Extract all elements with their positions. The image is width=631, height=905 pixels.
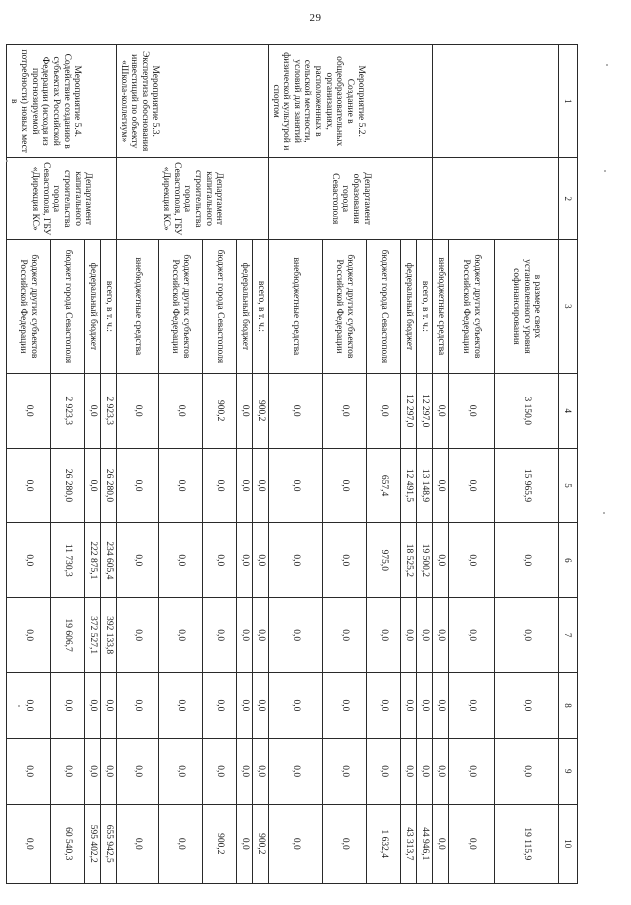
year-value-cell: 0,0 [203,738,237,804]
year-value-cell: 0,0 [417,738,433,804]
year-value-cell: 0,0 [433,523,449,598]
year-value-cell: 0,0 [237,738,253,804]
column-number: 5 [559,448,578,523]
scan-speck [604,170,606,172]
funding-source-cell: бюджет города Севастополя [51,240,85,374]
total-value-cell: 0,0 [269,804,323,883]
year-value-cell: 0,0 [85,448,101,523]
measure-cell [433,45,559,158]
year-value-cell: 0,0 [417,673,433,739]
measure-cell: Мероприятие 5.4. Содействие созданию в субъектах Российской Федерации (исходя из прогнозируемой потребности) новых мест в [7,45,117,158]
table-body [7,45,578,884]
year-value-cell: 0,0 [253,523,269,598]
scan-speck [603,512,605,514]
year-value-cell: 0,0 [495,673,559,739]
year-value-cell: 0,0 [449,598,495,673]
rotated-table-container [8,44,578,884]
year-value-cell: 0,0 [253,673,269,739]
year-value-cell: 0,0 [117,373,159,448]
year-value-cell: 0,0 [417,598,433,673]
year-value-cell: 0,0 [433,738,449,804]
year-value-cell: 0,0 [7,373,51,448]
year-value-cell: 0,0 [269,673,323,739]
year-value-cell: 0,0 [401,598,417,673]
column-number: 4 [559,373,578,448]
year-value-cell: 26 280,0 [101,448,117,523]
year-value-cell: 0,0 [253,738,269,804]
year-value-cell: 0,0 [433,448,449,523]
year-value-cell: 0,0 [159,523,203,598]
year-value-cell: 0,0 [323,673,367,739]
year-value-cell: 0,0 [7,448,51,523]
year-value-cell: 0,0 [269,598,323,673]
year-value-cell: 3 150,0 [495,373,559,448]
funding-source-cell: федеральный бюджет [237,240,253,374]
year-value-cell: 0,0 [449,373,495,448]
total-value-cell: 0,0 [159,804,203,883]
total-value-cell: 900,2 [203,804,237,883]
year-value-cell: 0,0 [51,738,85,804]
year-value-cell: 900,2 [253,373,269,448]
year-value-cell: 0,0 [203,673,237,739]
year-value-cell: 0,0 [159,598,203,673]
year-value-cell: 26 280,0 [51,448,85,523]
funding-source-cell: федеральный бюджет [401,240,417,374]
year-value-cell: 0,0 [159,738,203,804]
year-value-cell: 0,0 [323,598,367,673]
year-value-cell: 234 605,4 [101,523,117,598]
year-value-cell: 0,0 [367,598,401,673]
year-value-cell: 2 923,3 [51,373,85,448]
total-value-cell: 0,0 [117,804,159,883]
table-row [253,45,269,884]
year-value-cell: 11 730,3 [51,523,85,598]
funding-source-cell: всего, в т. ч.: [417,240,433,374]
year-value-cell: 0,0 [269,738,323,804]
year-value-cell: 12 297,0 [401,373,417,448]
total-value-cell: 19 115,9 [495,804,559,883]
year-value-cell: 2 923,3 [101,373,117,448]
year-value-cell: 0,0 [269,448,323,523]
year-value-cell: 0,0 [495,523,559,598]
year-value-cell: 0,0 [367,673,401,739]
column-number-row [559,45,578,884]
year-value-cell: 975,0 [367,523,401,598]
year-value-cell: 0,0 [449,673,495,739]
page-number: 29 [309,12,322,24]
year-value-cell: 12 491,5 [401,448,417,523]
column-number: 3 [559,240,578,374]
year-value-cell: 15 965,9 [495,448,559,523]
year-value-cell: 0,0 [203,448,237,523]
funding-source-cell: внебюджетные средства [433,240,449,374]
year-value-cell: 0,0 [401,738,417,804]
year-value-cell: 0,0 [269,523,323,598]
funding-source-cell: бюджет других субъектов Российской Федерации [449,240,495,374]
responsible-cell [433,158,559,240]
funding-source-cell: в размере сверх установленного уровня софинансирования [495,240,559,374]
column-number: 7 [559,598,578,673]
total-value-cell: 43 313,7 [401,804,417,883]
year-value-cell: 0,0 [159,673,203,739]
year-value-cell: 0,0 [323,738,367,804]
year-value-cell: 0,0 [117,523,159,598]
year-value-cell: 392 133,8 [101,598,117,673]
funding-source-cell: всего, в т. ч.: [253,240,269,374]
year-value-cell: 19 606,7 [51,598,85,673]
year-value-cell: 18 525,2 [401,523,417,598]
funding-source-cell: бюджет других субъектов Российской Федерации [323,240,367,374]
budget-table [6,44,578,884]
total-value-cell: 1 632,4 [367,804,401,883]
year-value-cell: 900,2 [203,373,237,448]
year-value-cell: 0,0 [433,373,449,448]
year-value-cell: 0,0 [117,598,159,673]
year-value-cell: 12 297,0 [417,373,433,448]
total-value-cell: 595 402,2 [85,804,101,883]
total-value-cell: 655 942,5 [101,804,117,883]
year-value-cell: 0,0 [449,523,495,598]
year-value-cell: 0,0 [433,673,449,739]
year-value-cell: 0,0 [253,448,269,523]
year-value-cell: 13 148,9 [417,448,433,523]
year-value-cell: 0,0 [449,738,495,804]
year-value-cell: 0,0 [433,598,449,673]
year-value-cell: 0,0 [237,598,253,673]
year-value-cell: 657,4 [367,448,401,523]
year-value-cell: 0,0 [7,523,51,598]
year-value-cell: 0,0 [323,448,367,523]
year-value-cell: 0,0 [401,673,417,739]
total-value-cell: 44 946,1 [417,804,433,883]
table-row [495,45,559,884]
table-row [417,45,433,884]
column-number: 9 [559,738,578,804]
year-value-cell: 0,0 [323,523,367,598]
year-value-cell: 0,0 [159,373,203,448]
funding-source-cell: бюджет города Севастополя [203,240,237,374]
year-value-cell: 222 875,1 [85,523,101,598]
funding-source-cell: бюджет других субъектов Российской Федерации [7,240,51,374]
total-value-cell: 60 540,3 [51,804,85,883]
year-value-cell: 0,0 [323,373,367,448]
year-value-cell: 0,0 [51,673,85,739]
funding-source-cell: бюджет других субъектов Российской Федерации [159,240,203,374]
total-value-cell: 0,0 [323,804,367,883]
year-value-cell: 0,0 [253,598,269,673]
year-value-cell: 0,0 [85,673,101,739]
total-value-cell: 0,0 [7,804,51,883]
measure-cell: Мероприятие 5.2. Создание в общеобразовательных организациях, расположенных в сельской местности, условий для занятий физической культурой и спортом [269,45,433,158]
year-value-cell: 0,0 [101,673,117,739]
scan-speck [18,705,20,707]
table-row [101,45,117,884]
total-value-cell: 900,2 [253,804,269,883]
funding-source-cell: внебюджетные средства [117,240,159,374]
total-value-cell: 0,0 [237,804,253,883]
year-value-cell: 0,0 [7,738,51,804]
year-value-cell: 0,0 [159,448,203,523]
total-value-cell: 0,0 [433,804,449,883]
year-value-cell: 19 500,2 [417,523,433,598]
year-value-cell: 0,0 [117,448,159,523]
responsible-cell: Департамент капитального строительства города Севастополя, ГБУ «Дирекция КС» [7,158,117,240]
funding-source-cell: федеральный бюджет [85,240,101,374]
year-value-cell: 0,0 [7,673,51,739]
total-value-cell: 0,0 [449,804,495,883]
year-value-cell: 372 527,1 [85,598,101,673]
year-value-cell: 0,0 [367,738,401,804]
year-value-cell: 0,0 [495,598,559,673]
funding-source-cell: всего, в т. ч.: [101,240,117,374]
year-value-cell: 0,0 [117,738,159,804]
year-value-cell: 0,0 [101,738,117,804]
year-value-cell: 0,0 [269,373,323,448]
column-number: 10 [559,804,578,883]
year-value-cell: 0,0 [117,673,159,739]
year-value-cell: 0,0 [449,448,495,523]
year-value-cell: 0,0 [85,738,101,804]
year-value-cell: 0,0 [237,373,253,448]
column-number: 2 [559,158,578,240]
scan-speck [606,64,608,66]
responsible-cell: Департамент образования города Севастополя [269,158,433,240]
funding-source-cell: бюджет города Севастополя [367,240,401,374]
responsible-cell: Департамент капитального строительства города Севастополя, ГБУ «Дирекция КС» [117,158,269,240]
year-value-cell: 0,0 [367,373,401,448]
scan-speck [6,160,8,162]
year-value-cell: 0,0 [203,598,237,673]
measure-cell: Мероприятие 5.3. Экспертиза обоснования инвестиций по объекту «Школа-коллегиум» [117,45,269,158]
year-value-cell: 0,0 [85,373,101,448]
year-value-cell: 0,0 [237,673,253,739]
column-number: 1 [559,45,578,158]
year-value-cell: 0,0 [495,738,559,804]
year-value-cell: 0,0 [7,598,51,673]
year-value-cell: 0,0 [237,523,253,598]
year-value-cell: 0,0 [203,523,237,598]
funding-source-cell: внебюджетные средства [269,240,323,374]
column-number: 8 [559,673,578,739]
column-number: 6 [559,523,578,598]
year-value-cell: 0,0 [237,448,253,523]
